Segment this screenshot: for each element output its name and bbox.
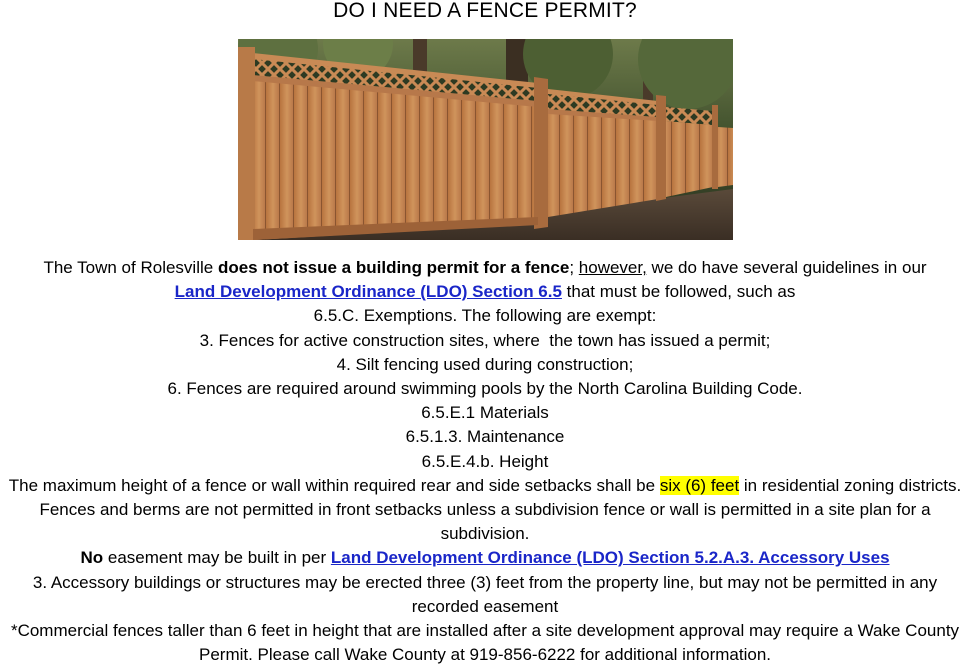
intro-paragraph: The Town of Rolesville does not issue a building permit for a fence; however, we do have several guidelines in our: [43, 258, 927, 277]
list-item: 3. Fences for active construction sites, where the town has issued a permit;: [199, 330, 771, 350]
ldo-line: Land Development Ordinance (LDO) Section 6.5 that must be followed, such as: [174, 282, 796, 302]
commercial-note: *Commercial fences taller than 6 feet in height that are installed after a site development approval may require a Wake County Permit. Please call Wake County at 919-856-6222 for additional information.: [10, 621, 960, 665]
page-title: DO I NEED A FENCE PERMIT?: [333, 0, 637, 22]
fence-photo: [238, 39, 733, 240]
ldo-section-6-5-link[interactable]: Land Development Ordinance (LDO) Section 6.5: [174, 282, 562, 302]
list-item: 6.5.E.1 Materials: [421, 403, 549, 423]
height-highlight: six (6) feet: [659, 475, 740, 495]
list-item: 6.5.C. Exemptions. The following are exempt:: [313, 306, 657, 326]
ldo-section-5-2-link[interactable]: Land Development Ordinance (LDO) Section 5.2.A.3. Accessory Uses: [330, 548, 890, 568]
list-item: 4. Silt fencing used during construction;: [336, 354, 634, 374]
list-item: 6.5.1.3. Maintenance: [405, 427, 565, 447]
accessory-paragraph: 3. Accessory buildings or structures may be erected three (3) feet from the property line, but may not be permitted in any recorded easement: [32, 572, 938, 616]
list-item: 6.5.E.4.b. Height: [421, 451, 549, 471]
easement-line: No easement may be built in per Land Development Ordinance (LDO) Section 5.2.A.3. Accessory Uses: [80, 548, 890, 568]
list-item: 6. Fences are required around swimming pools by the North Carolina Building Code.: [167, 379, 803, 399]
fence-info: [0, 256, 970, 667]
height-paragraph: The maximum height of a fence or wall within required rear and side setbacks shall be six (6) feet in residential zoning districts. Fences and berms are not permitted in front setbacks unless a subdivision fence or wall is permitted in a site plan for a subdivision.: [8, 475, 962, 544]
